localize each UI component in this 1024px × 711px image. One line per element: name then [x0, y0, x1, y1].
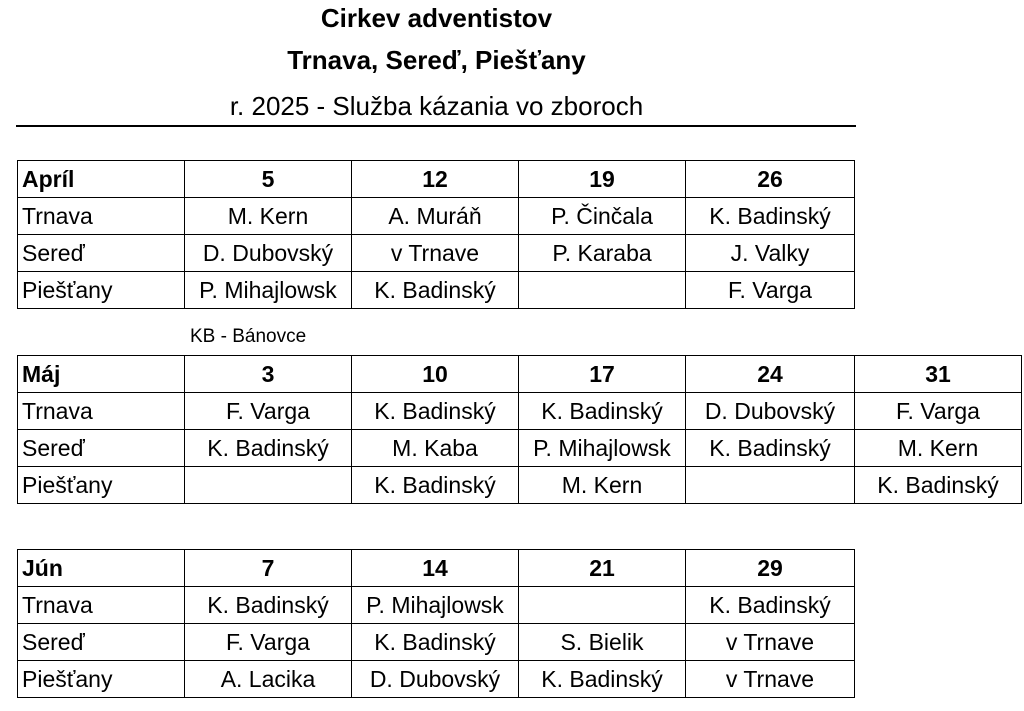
- table-jun: [17, 549, 855, 698]
- place-label: Sereď: [18, 430, 185, 467]
- table-row: [18, 587, 855, 624]
- preacher-cell: A. Lacika: [185, 661, 352, 698]
- preacher-cell: P. Mihajlowsk: [352, 587, 519, 624]
- place-label: Sereď: [18, 235, 185, 272]
- preacher-cell: M. Kern: [855, 430, 1022, 467]
- date-cell: 19: [519, 161, 686, 198]
- date-cell: 21: [519, 550, 686, 587]
- header-divider: [16, 125, 856, 127]
- date-cell: 17: [519, 356, 686, 393]
- preacher-cell: K. Badinský: [352, 272, 519, 309]
- preacher-cell: M. Kern: [519, 467, 686, 504]
- table-row: [18, 467, 1022, 504]
- preacher-cell: K. Badinský: [352, 624, 519, 661]
- table-header-row: [18, 161, 855, 198]
- preacher-cell: F. Varga: [855, 393, 1022, 430]
- place-label: Trnava: [18, 393, 185, 430]
- table-row: [18, 235, 855, 272]
- preacher-cell: P. Činčala: [519, 198, 686, 235]
- date-cell: 12: [352, 161, 519, 198]
- preacher-cell: K. Badinský: [352, 393, 519, 430]
- preacher-cell: K. Badinský: [686, 198, 855, 235]
- preacher-cell: v Trnave: [686, 661, 855, 698]
- preacher-cell: M. Kaba: [352, 430, 519, 467]
- date-cell: 10: [352, 356, 519, 393]
- preacher-cell: [686, 467, 855, 504]
- preacher-cell: v Trnave: [686, 624, 855, 661]
- preacher-cell: P. Karaba: [519, 235, 686, 272]
- preacher-cell: K. Badinský: [185, 430, 352, 467]
- table-header-row: [18, 356, 1022, 393]
- april-note: KB - Bánovce: [190, 326, 307, 347]
- preacher-cell: [519, 587, 686, 624]
- preacher-cell: K. Badinský: [519, 393, 686, 430]
- preacher-cell: K. Badinský: [185, 587, 352, 624]
- document-subtitle: Trnava, Sereď, Piešťany: [287, 45, 586, 75]
- preacher-cell: [185, 467, 352, 504]
- document-year-line: r. 2025 - Služba kázania vo zboroch: [229, 91, 644, 121]
- preacher-cell: K. Badinský: [686, 430, 855, 467]
- preacher-cell: D. Dubovský: [686, 393, 855, 430]
- date-cell: 3: [185, 356, 352, 393]
- month-label: Máj: [18, 356, 185, 393]
- preacher-cell: P. Mihajlowsk: [185, 272, 352, 309]
- preacher-cell: S. Bielik: [519, 624, 686, 661]
- preacher-cell: K. Badinský: [519, 661, 686, 698]
- table-row: [18, 661, 855, 698]
- table-april: [17, 160, 855, 309]
- month-label: Jún: [18, 550, 185, 587]
- place-label: Piešťany: [18, 272, 185, 309]
- table-maj: [17, 355, 1022, 504]
- table-row: [18, 272, 855, 309]
- date-cell: 24: [686, 356, 855, 393]
- document-title: Cirkev adventistov: [320, 3, 553, 33]
- date-cell: 7: [185, 550, 352, 587]
- table-row: [18, 430, 1022, 467]
- preacher-cell: D. Dubovský: [352, 661, 519, 698]
- table-row: [18, 624, 855, 661]
- preacher-cell: v Trnave: [352, 235, 519, 272]
- preacher-cell: J. Valky: [686, 235, 855, 272]
- preacher-cell: K. Badinský: [855, 467, 1022, 504]
- preacher-cell: F. Varga: [185, 624, 352, 661]
- date-cell: 5: [185, 161, 352, 198]
- preacher-cell: P. Mihajlowsk: [519, 430, 686, 467]
- date-cell: 14: [352, 550, 519, 587]
- date-cell: 31: [855, 356, 1022, 393]
- preacher-cell: F. Varga: [185, 393, 352, 430]
- preacher-cell: A. Muráň: [352, 198, 519, 235]
- date-cell: 26: [686, 161, 855, 198]
- preacher-cell: F. Varga: [686, 272, 855, 309]
- place-label: Piešťany: [18, 467, 185, 504]
- table-row: [18, 393, 1022, 430]
- place-label: Piešťany: [18, 661, 185, 698]
- place-label: Sereď: [18, 624, 185, 661]
- preacher-cell: K. Badinský: [686, 587, 855, 624]
- preacher-cell: M. Kern: [185, 198, 352, 235]
- table-header-row: [18, 550, 855, 587]
- preacher-cell: [519, 272, 686, 309]
- date-cell: 29: [686, 550, 855, 587]
- month-label: Apríl: [18, 161, 185, 198]
- preacher-cell: D. Dubovský: [185, 235, 352, 272]
- preacher-cell: K. Badinský: [352, 467, 519, 504]
- table-row: [18, 198, 855, 235]
- place-label: Trnava: [18, 587, 185, 624]
- place-label: Trnava: [18, 198, 185, 235]
